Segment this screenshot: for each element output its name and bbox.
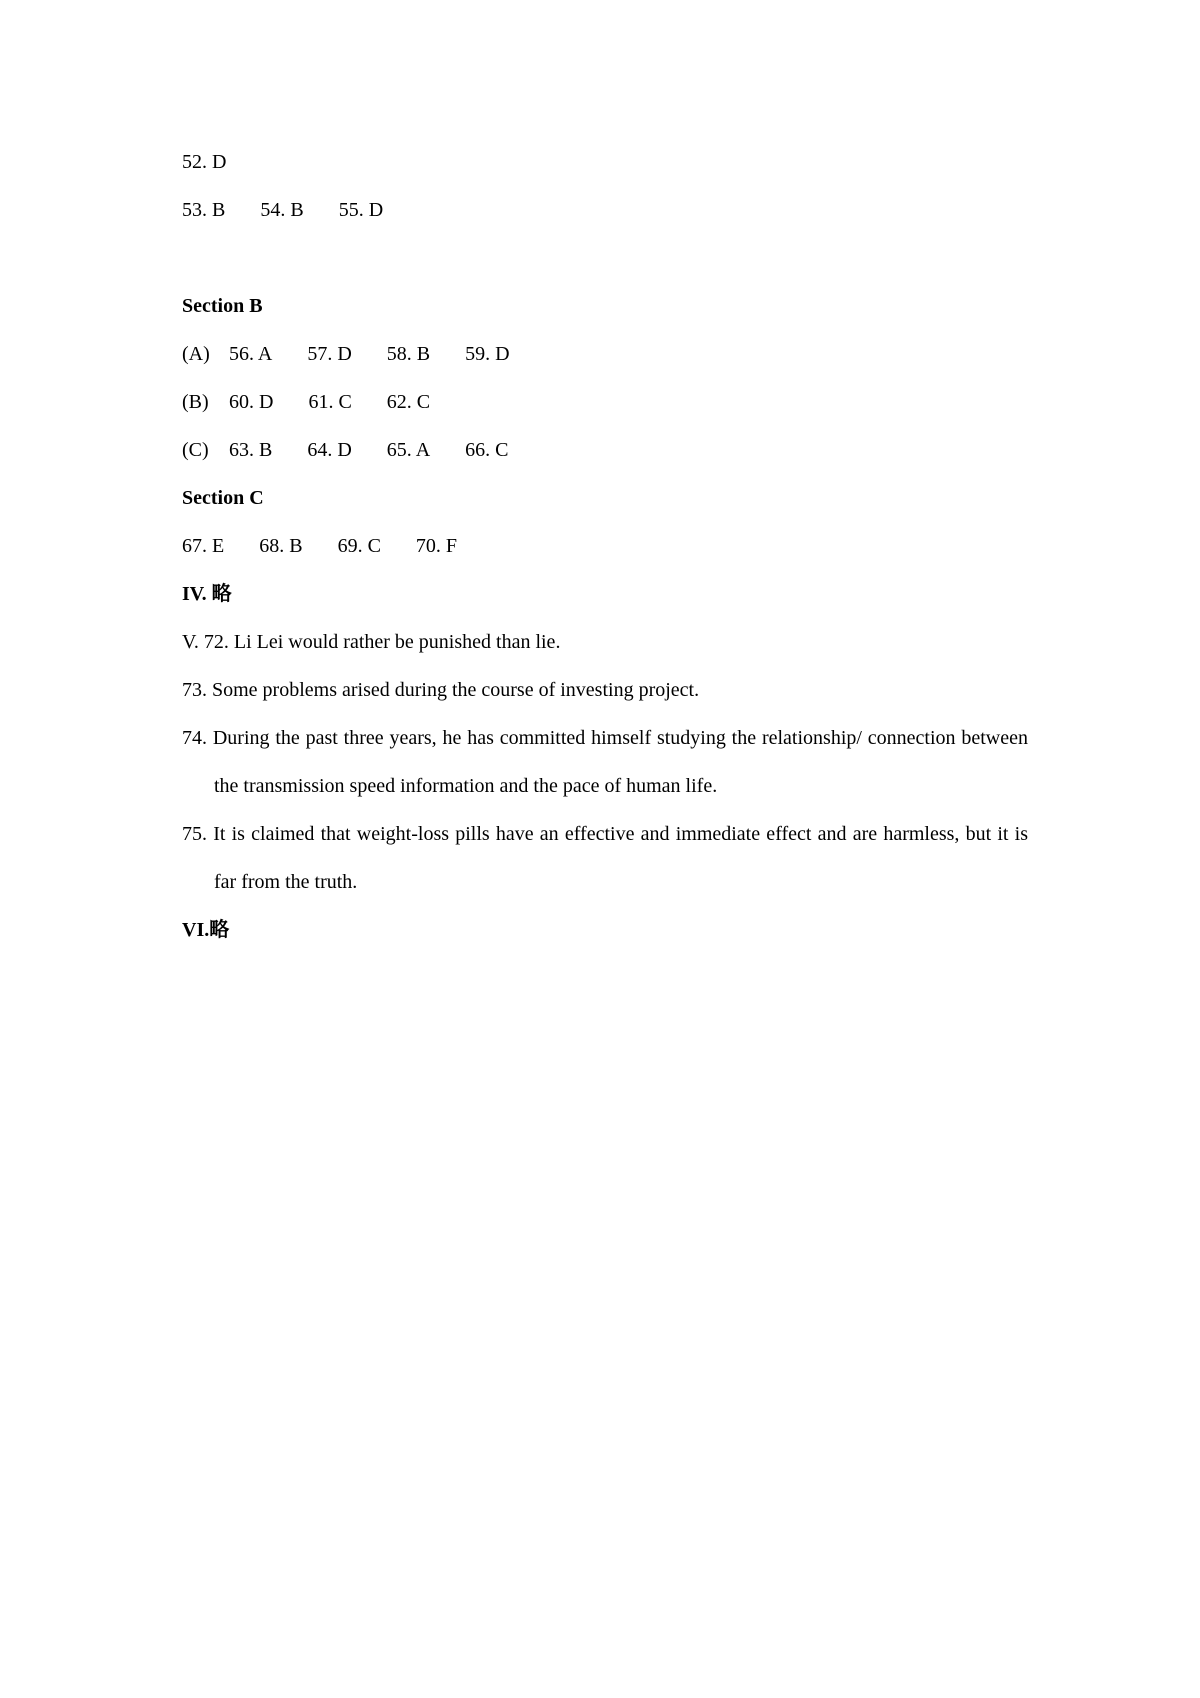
section-b-row-b	[182, 390, 1028, 438]
answer-item: 65. A	[386, 439, 431, 461]
row-label: (A)	[182, 343, 210, 365]
answer-item: 58. B	[386, 343, 431, 365]
answer-item: 68. B	[259, 535, 303, 557]
answer-item: 59. D	[465, 343, 510, 365]
translation-item-73: 73. Some problems arised during the course of investing project.	[182, 679, 700, 701]
section-b-heading: Section B	[182, 295, 263, 317]
answer-item: 56. A	[229, 343, 273, 365]
answer-item: 60. D	[229, 391, 274, 413]
translation-item-72: V. 72. Li Lei would rather be punished than lie.	[182, 631, 561, 653]
section-b-row-a	[182, 342, 1028, 390]
row-label: (B)	[182, 391, 209, 413]
section-c-answers	[182, 534, 1028, 582]
answer-item: 57. D	[307, 343, 352, 365]
translation-item-74: 74. During the past three years, he has committed himself studying the relationship/ connection between the transmission speed information and the pace of human life.	[182, 727, 1028, 797]
answer-line-52	[182, 150, 1028, 198]
section-b-row-c	[182, 438, 1028, 486]
translation-item-75: 75. It is claimed that weight-loss pills have an effective and immediate effect and are harmless, but it is far from the truth.	[182, 823, 1028, 893]
answer-item: 53. B	[182, 199, 226, 221]
spacer	[182, 246, 1028, 294]
answer-line-53-55	[182, 198, 1028, 246]
answer-item: 69. C	[337, 535, 381, 557]
answer-item: 66. C	[465, 439, 509, 461]
answer-item: 55. D	[338, 199, 384, 221]
answer-item: 64. D	[307, 439, 352, 461]
answer-item: 52. D	[182, 151, 227, 173]
answer-key-page	[182, 150, 1028, 966]
answer-item: 67. E	[182, 535, 225, 557]
answer-item: 54. B	[260, 199, 304, 221]
answer-item: 61. C	[308, 391, 352, 413]
row-label: (C)	[182, 439, 209, 461]
part-iv-heading: IV. 略	[182, 583, 232, 605]
answer-item: 70. F	[415, 535, 458, 557]
part-vi-heading: VI.略	[182, 919, 230, 941]
answer-item: 63. B	[229, 439, 273, 461]
answer-item: 62. C	[386, 391, 431, 413]
section-c-heading: Section C	[182, 487, 264, 509]
